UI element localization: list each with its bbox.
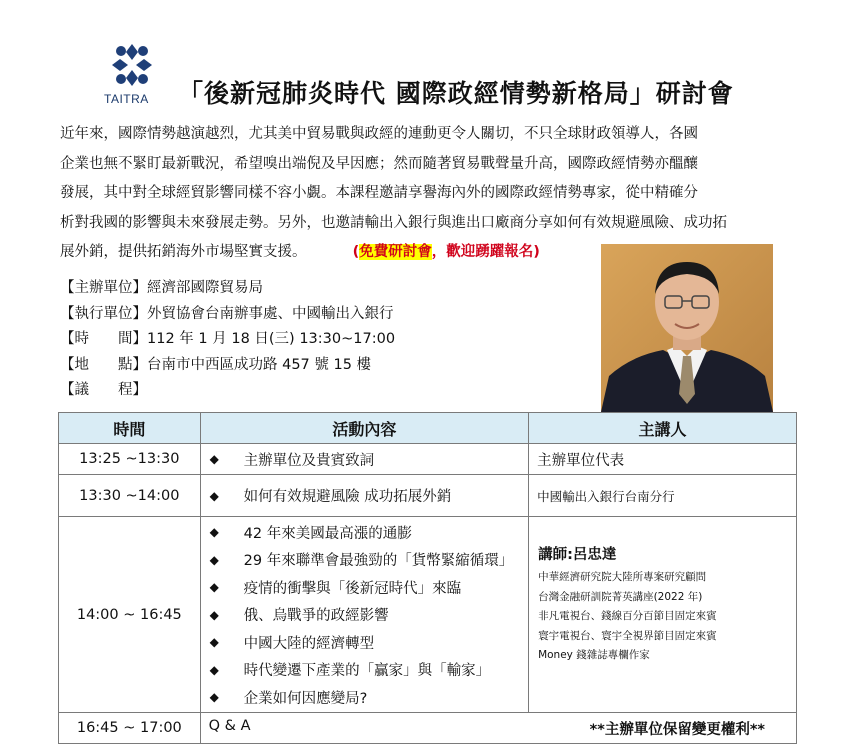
speaker-photo xyxy=(601,244,773,412)
diamond-bullet-icon: ◆ xyxy=(209,488,219,503)
diamond-bullet-icon: ◆ xyxy=(209,607,219,622)
session-item: 俄、烏戰爭的政經影響 xyxy=(243,608,389,624)
session-item: 疫情的衝擊與「後新冠時代」來臨 xyxy=(243,580,462,597)
header-content: 活動內容 xyxy=(200,413,528,444)
session-item: 時代變遷下產業的「贏家」與「輸家」 xyxy=(243,663,491,679)
speaker-title: 中華經濟研究院大陸所專案研究顧問 xyxy=(538,571,707,583)
row-content xyxy=(200,517,528,713)
row-time: 13:25 ~13:30 xyxy=(59,444,201,475)
paren-open: ( xyxy=(352,244,360,260)
taitra-logo-mark xyxy=(108,42,156,88)
main-session-row xyxy=(59,517,797,713)
executor-row xyxy=(60,302,395,328)
time-value: 112 年 1 月 18 日(三) 13:30~17:00 xyxy=(147,331,396,347)
organizer-row xyxy=(60,276,395,302)
agenda-label: 【議 程】 xyxy=(60,382,147,398)
session-item: 29 年來聯準會最強勁的「貨幣緊縮循環」 xyxy=(243,553,514,569)
executor-label: 【執行單位】 xyxy=(60,305,147,322)
qa-row xyxy=(59,713,797,744)
agenda-row xyxy=(60,378,395,404)
row-speaker: 中國輸出入銀行台南分行 xyxy=(529,475,797,517)
rights-note: **主辦單位保留變更權利** xyxy=(589,721,765,738)
event-info xyxy=(60,276,395,404)
time-label: 【時 間】 xyxy=(60,331,147,347)
logo-text: TAITRA xyxy=(104,92,149,106)
header-time: 時間 xyxy=(59,413,201,444)
speaker-title: 台灣金融研訓院菁英講座(2022 年) xyxy=(538,590,703,603)
place-label: 【地 點】 xyxy=(60,356,147,373)
executor-value: 外貿協會台南辦事處、中國輸出入銀行 xyxy=(147,305,394,322)
row-speaker: 主辦單位代表 xyxy=(529,444,797,475)
organizer-value: 經濟部國際貿易局 xyxy=(147,280,263,296)
session-item: 中國大陸的經濟轉型 xyxy=(243,635,375,652)
intro-line: 發展，其中對全球經貿影響同樣不容小覷。本課程邀請享譽海內外的國際政經情勢專家，從中精確分 xyxy=(60,185,698,201)
session-item: 企業如何因應變局? xyxy=(243,690,368,707)
row-item: 如何有效規避風險 成功拓展外銷 xyxy=(243,489,452,505)
speaker-title: 非凡電視台、錢線百分百節目固定來賓 xyxy=(538,610,717,622)
time-row xyxy=(60,327,395,353)
row-content xyxy=(200,444,528,475)
row-speaker xyxy=(529,517,797,713)
taitra-logo xyxy=(104,42,162,104)
page-title: 「後新冠肺炎時代 國際政經情勢新格局」研討會 xyxy=(178,79,734,108)
welcome-text: ，歡迎踴躍報名) xyxy=(431,244,540,260)
speaker-portrait-image xyxy=(601,244,773,412)
intro-line: 析對我國的影響與未來發展走勢。另外，也邀請輸出入銀行與進出口廠商分享如何有效規避風險、成功拓 xyxy=(60,214,727,231)
agenda-table xyxy=(58,412,797,744)
diamond-bullet-icon: ◆ xyxy=(209,662,219,677)
qa-label: Q & A xyxy=(208,717,251,734)
diamond-bullet-icon: ◆ xyxy=(209,525,219,539)
diamond-bullet-icon: ◆ xyxy=(209,452,219,466)
free-seminar-tag: 免費研討會 xyxy=(359,244,432,260)
qa-content xyxy=(200,713,796,744)
row-time: 13:30 ~14:00 xyxy=(59,475,201,517)
table-row xyxy=(59,444,797,475)
session-item: 42 年來美國最高漲的通膨 xyxy=(243,525,412,542)
intro-line: 企業也無不緊盯最新戰況，希望嗅出端倪及早因應；然而隨著貿易戰聲量升高，國際政經情勢亦醞釀 xyxy=(60,155,698,172)
diamond-bullet-icon: ◆ xyxy=(209,690,219,704)
diamond-bullet-icon: ◆ xyxy=(209,635,219,649)
row-item: 主辦單位及貴賓致詞 xyxy=(243,452,375,469)
table-row xyxy=(59,475,797,517)
intro-line: 近年來，國際情勢越演越烈，尤其美中貿易戰與政經的連動更令人關切，不只全球財政領導人，各國 xyxy=(60,126,698,142)
diamond-bullet-icon: ◆ xyxy=(209,552,219,567)
place-row xyxy=(60,353,395,379)
agenda-header-row xyxy=(59,413,797,444)
place-value: 台南市中西區成功路 457 號 15 樓 xyxy=(147,356,372,373)
header-speaker: 主講人 xyxy=(529,413,797,444)
diamond-bullet-icon: ◆ xyxy=(209,580,219,594)
row-time: 14:00 ~ 16:45 xyxy=(59,517,201,713)
intro-line: 展外銷，提供拓銷海外市場堅實支援。 xyxy=(60,244,307,260)
speaker-name: 講師:呂忠達 xyxy=(538,547,617,563)
row-content xyxy=(200,475,528,517)
speaker-title: Money 錢雜誌專欄作家 xyxy=(538,649,650,661)
speaker-title: 寰宇電視台、寰宇全視界節目固定來賓 xyxy=(538,629,717,642)
organizer-label: 【主辦單位】 xyxy=(60,280,147,296)
row-time: 16:45 ~ 17:00 xyxy=(59,713,201,744)
